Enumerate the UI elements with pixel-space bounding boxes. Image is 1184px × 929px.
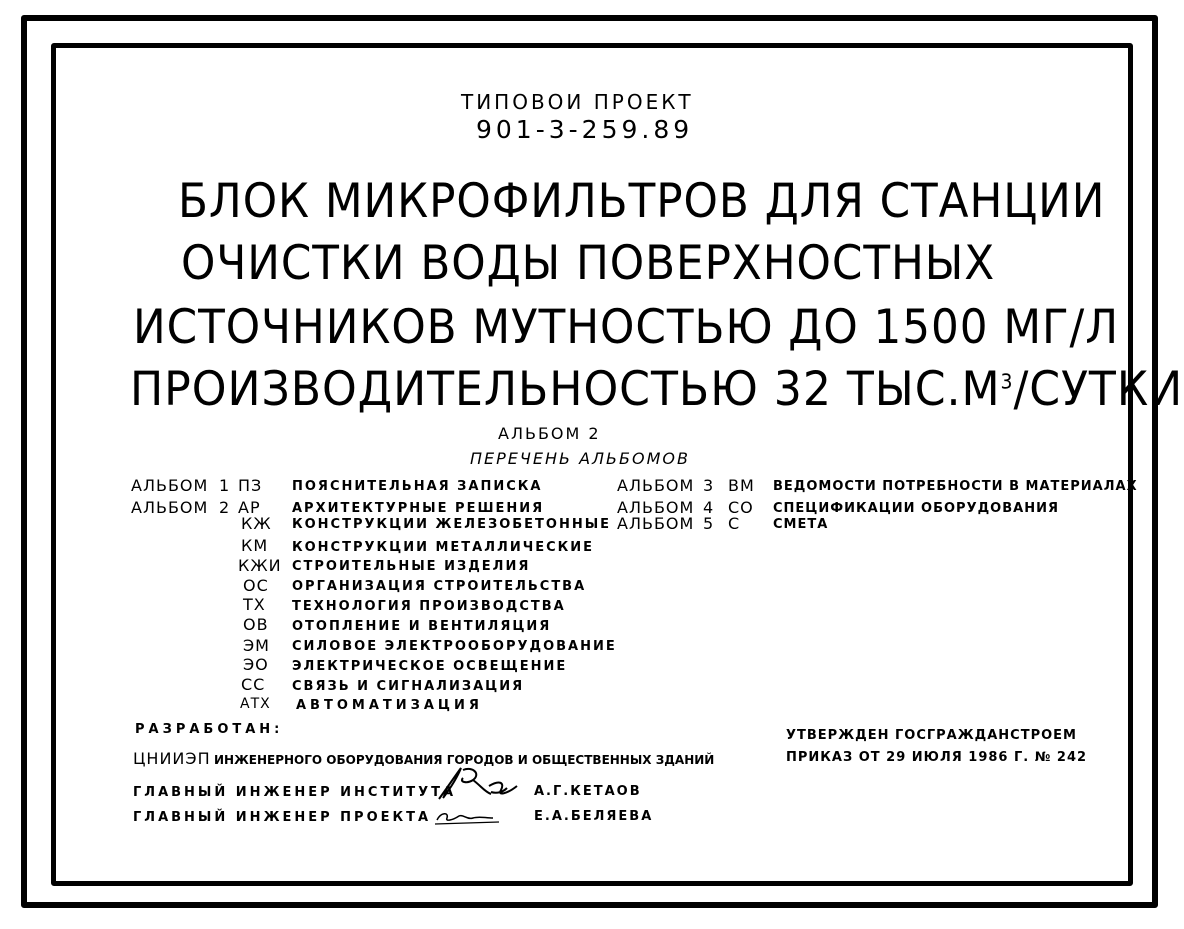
album-4-code: СО — [728, 498, 754, 517]
project-type-label: ТИПОВОИ ПРОЕКТ — [461, 90, 694, 114]
album-2-code: АР — [238, 498, 261, 517]
album-1-desc: ПОЯСНИТЕЛЬНАЯ ЗАПИСКА — [292, 479, 543, 494]
title-line-3: ИСТОЧНИКОВ МУТНОСТЬЮ ДО 1500 МГ/Л — [133, 300, 1120, 355]
developer-org-name: ИНЖЕНЕРНОГО ОБОРУДОВАНИЯ ГОРОДОВ И ОБЩЕСТВЕННЫХ ЗДАНИЙ — [214, 753, 715, 767]
album-4-label: АЛЬБОМ — [617, 498, 695, 517]
chief-engineer-project-name: Е.А.БЕЛЯЕВА — [534, 809, 654, 824]
code-tx: ТХ — [243, 595, 266, 614]
code-km: КМ — [241, 536, 269, 555]
signature-belyaeva — [433, 806, 503, 828]
album-3-desc: ВЕДОМОСТИ ПОТРЕБНОСТИ В МАТЕРИАЛАХ — [773, 479, 1138, 494]
project-number: 901-3-259.89 — [476, 115, 694, 144]
chief-engineer-project-label: ГЛАВНЫЙ ИНЖЕНЕР ПРОЕКТА — [133, 810, 432, 825]
album-5-code: С — [728, 514, 741, 533]
album-1-code: ПЗ — [238, 476, 263, 495]
album-3-label: АЛЬБОМ — [617, 476, 695, 495]
desc-atx: АВТОМАТИЗАЦИЯ — [296, 698, 483, 713]
title-line-4-main: ПРОИЗВОДИТЕЛЬНОСТЬЮ 32 ТЫС.М — [130, 362, 1001, 417]
desc-eo: ЭЛЕКТРИЧЕСКОЕ ОСВЕЩЕНИЕ — [292, 659, 568, 674]
code-kzhi: КЖИ — [238, 556, 282, 575]
code-ss: СС — [241, 675, 266, 694]
code-em: ЭМ — [243, 636, 270, 655]
desc-ov: ОТОПЛЕНИЕ И ВЕНТИЛЯЦИЯ — [292, 619, 552, 634]
album-2-label: АЛЬБОМ — [131, 498, 209, 517]
desc-kzhi: СТРОИТЕЛЬНЫЕ ИЗДЕЛИЯ — [292, 559, 531, 574]
album-5-number: 5 — [703, 514, 715, 533]
developer-label: РАЗРАБОТАН: — [135, 722, 284, 737]
album-2-desc: АРХИТЕКТУРНЫЕ РЕШЕНИЯ — [292, 501, 545, 516]
approval-line-2: ПРИКАЗ ОТ 29 ИЮЛЯ 1986 Г. № 242 — [786, 750, 1088, 765]
cubic-superscript: 3 — [1000, 369, 1014, 394]
signature-ketaov — [433, 764, 538, 804]
code-os: ОС — [243, 576, 269, 595]
album-label: АЛЬБОМ 2 — [498, 424, 601, 443]
desc-kzh: КОНСТРУКЦИИ ЖЕЛЕЗОБЕТОННЫЕ — [292, 517, 612, 532]
album-4-desc: СПЕЦИФИКАЦИИ ОБОРУДОВАНИЯ — [773, 501, 1059, 516]
album-5-label: АЛЬБОМ — [617, 514, 695, 533]
chief-engineer-institute-label: ГЛАВНЫЙ ИНЖЕНЕР ИНСТИТУТА — [133, 785, 457, 800]
album-5-desc: СМЕТА — [773, 517, 829, 532]
album-2-number: 2 — [219, 498, 231, 517]
albums-list-heading: ПЕРЕЧЕНЬ АЛЬБОМОВ — [470, 449, 690, 468]
title-line-1: БЛОК МИКРОФИЛЬТРОВ ДЛЯ СТАНЦИИ — [178, 174, 1106, 229]
code-kzh: КЖ — [241, 514, 272, 533]
code-atx: АТХ — [240, 696, 271, 712]
desc-os: ОРГАНИЗАЦИЯ СТРОИТЕЛЬСТВА — [292, 579, 587, 594]
chief-engineer-institute-name: А.Г.КЕТАОВ — [534, 784, 642, 799]
code-eo: ЭО — [243, 655, 269, 674]
desc-ss: СВЯЗЬ И СИГНАЛИЗАЦИЯ — [292, 679, 525, 694]
album-4-number: 4 — [703, 498, 715, 517]
title-line-2: ОЧИСТКИ ВОДЫ ПОВЕРХНОСТНЫХ — [181, 236, 996, 291]
album-3-number: 3 — [703, 476, 715, 495]
approval-line-1: УТВЕРЖДЕН ГОСГРАЖДАНСТРОЕМ — [786, 728, 1077, 743]
album-3-code: ВМ — [728, 476, 755, 495]
desc-em: СИЛОВОЕ ЭЛЕКТРООБОРУДОВАНИЕ — [292, 639, 617, 654]
album-1-label: АЛЬБОМ — [131, 476, 209, 495]
developer-org-abbr: ЦНИИЭП — [133, 749, 211, 768]
title-line-4 — [130, 362, 1184, 417]
album-1-number: 1 — [219, 476, 231, 495]
desc-tx: ТЕХНОЛОГИЯ ПРОИЗВОДСТВА — [292, 599, 566, 614]
code-ov: ОВ — [243, 615, 269, 634]
desc-km: КОНСТРУКЦИИ МЕТАЛЛИЧЕСКИЕ — [292, 540, 595, 555]
title-line-4-tail: /СУТКИ — [1013, 362, 1184, 417]
